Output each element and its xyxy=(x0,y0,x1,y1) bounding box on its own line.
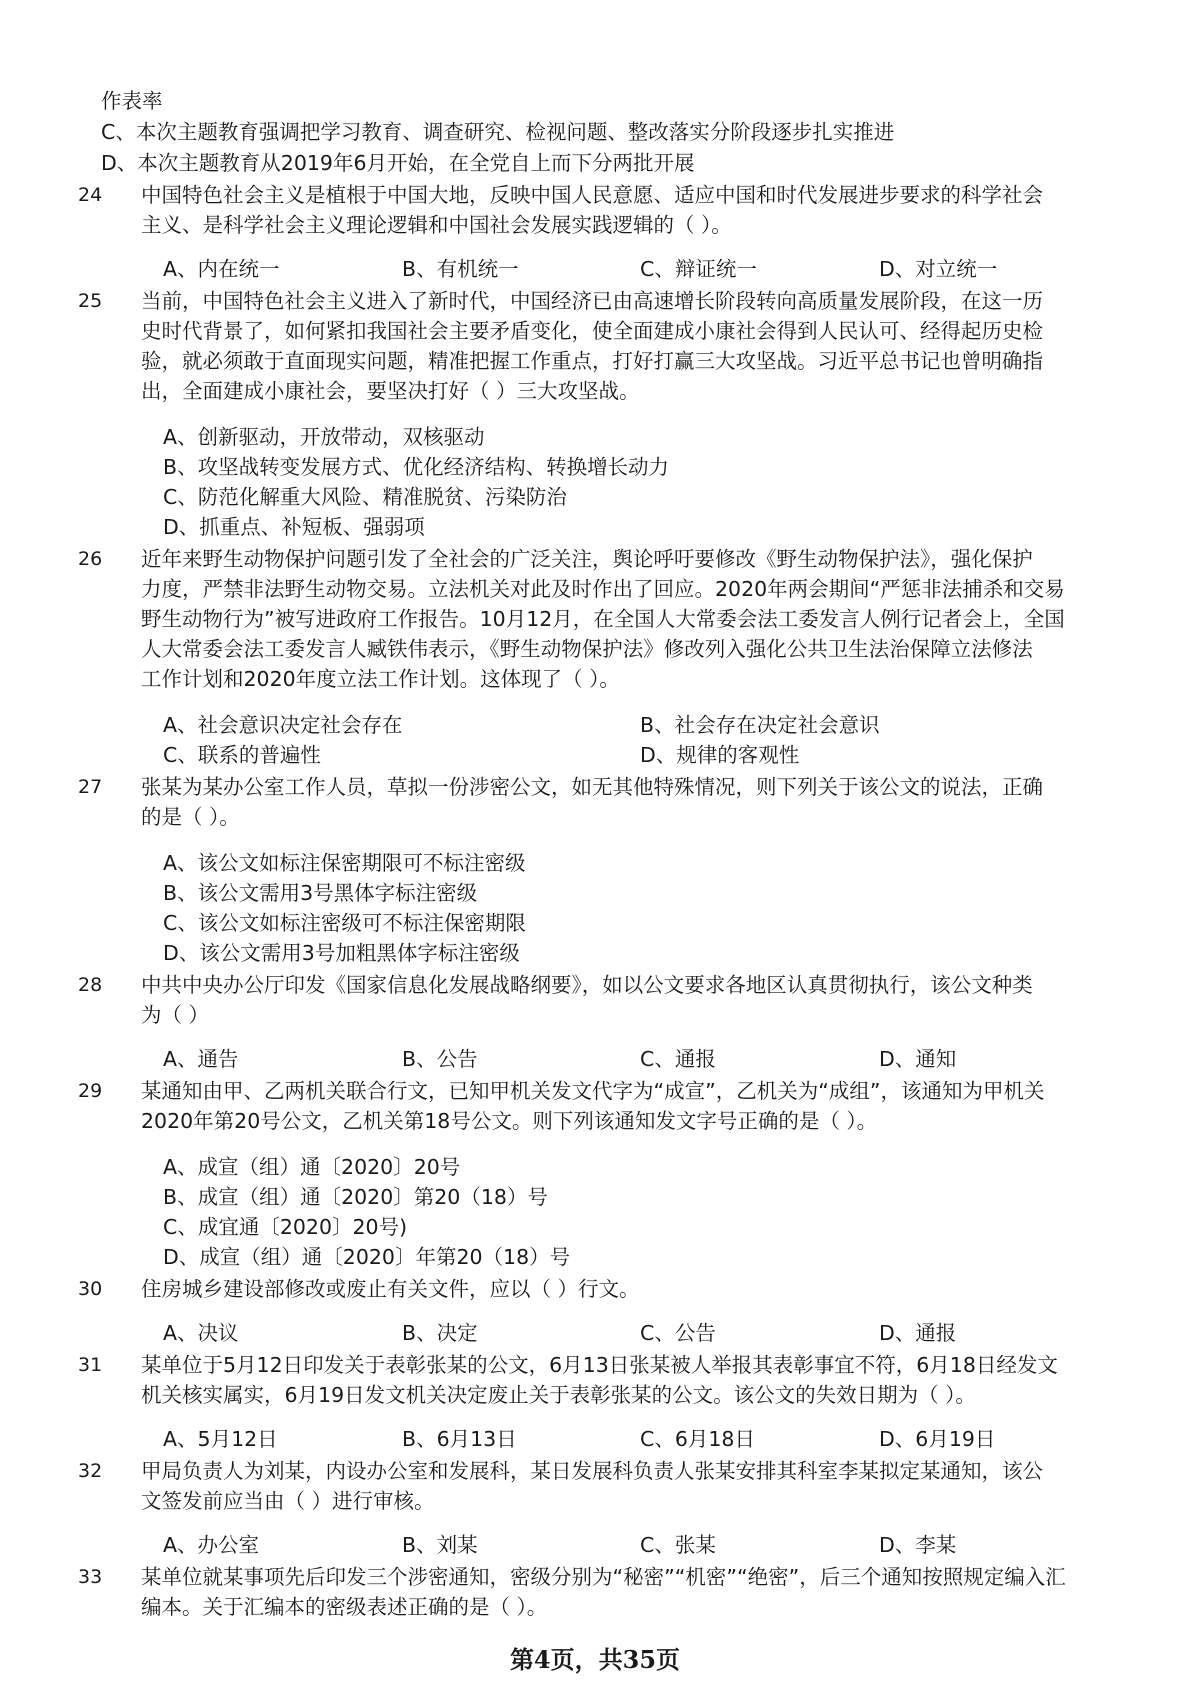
question-text-line: 出，全面建成小康社会，要坚决打好（ ）三大攻坚战。 xyxy=(141,379,640,403)
question-text-line: 住房城乡建设部修改或废止有关文件，应以（ ）行文。 xyxy=(141,1277,640,1301)
option-d: D、李某 xyxy=(879,1533,957,1557)
option-a: A、决议 xyxy=(163,1321,239,1345)
option-c: C、辩证统一 xyxy=(640,257,757,281)
question-number: 26 xyxy=(78,548,103,570)
option-a: A、办公室 xyxy=(163,1533,260,1557)
question-text-line: 力度，严禁非法野生动物交易。立法机关对此及时作出了回应。2020年两会期间“严惩非法捕杀和交易 xyxy=(141,577,1065,601)
option-a: A、5月12日 xyxy=(163,1427,278,1451)
option-c: C、防范化解重大风险、精准脱贫、污染防治 xyxy=(163,485,567,509)
option-a: A、该公文如标注保密期限可不标注密级 xyxy=(163,851,526,875)
question-number: 28 xyxy=(78,974,103,996)
question-text-line: 甲局负责人为刘某，内设办公室和发展科，某日发展科负责人张某安排其科室李某拟定某通知，该公 xyxy=(141,1459,1043,1483)
option-c: C、6月18日 xyxy=(640,1427,755,1451)
option-b: B、该公文需用3号黑体字标注密级 xyxy=(163,881,478,905)
question-number: 33 xyxy=(78,1566,103,1588)
option-a: A、通告 xyxy=(163,1047,239,1071)
option-c: C、该公文如标注密级可不标注保密期限 xyxy=(163,911,526,935)
question-text-line: 某单位就某事项先后印发三个涉密通知，密级分别为“秘密”“机密”“绝密”，后三个通知按照规定编入汇 xyxy=(141,1565,1066,1589)
option-d: D、通知 xyxy=(879,1047,957,1071)
question-number: 30 xyxy=(78,1278,103,1300)
option-a: A、内在统一 xyxy=(163,257,280,281)
question-text-line: 验，就必须敢于直面现实问题，精准把握工作重点，打好打赢三大攻坚战。习近平总书记也曾明确指 xyxy=(141,349,1043,373)
question-text-line: 编本。关于汇编本的密级表述正确的是（ ）。 xyxy=(141,1595,548,1619)
question-text-line: 某通知由甲、乙两机关联合行文，已知甲机关发文代字为“成宣”，乙机关为“成组”，该通知为甲机关 xyxy=(141,1079,1045,1103)
question-number: 31 xyxy=(78,1354,103,1376)
option-d: D、通报 xyxy=(879,1321,957,1345)
option-d: D、该公文需用3号加粗黑体字标注密级 xyxy=(163,941,520,965)
page-footer: 第4页，共35页 xyxy=(509,1645,681,1674)
question-number: 29 xyxy=(78,1080,103,1102)
option-c: C、成宜通〔2020〕20号) xyxy=(163,1215,408,1239)
option-a: A、创新驱动，开放带动，双核驱动 xyxy=(163,425,485,449)
option-b: B、刘某 xyxy=(402,1533,478,1557)
option-a: A、社会意识决定社会存在 xyxy=(163,713,403,737)
option-c: C、联系的普遍性 xyxy=(163,743,321,767)
prev-question-tail: 作表率 xyxy=(101,89,163,113)
option-b: B、有机统一 xyxy=(402,257,519,281)
option-a: A、成宣（组）通〔2020〕20号 xyxy=(163,1155,461,1179)
option-b: B、决定 xyxy=(402,1321,478,1345)
option-d: D、成宣（组）通〔2020〕年第20（18）号 xyxy=(163,1245,571,1269)
option-b: B、成宣（组）通〔2020〕第20（18）号 xyxy=(163,1185,548,1209)
option-b: B、社会存在决定社会意识 xyxy=(640,713,880,737)
question-text-line: 近年来野生动物保护问题引发了全社会的广泛关注，舆论呼吁要修改《野生动物保护法》，强化保护 xyxy=(141,547,1033,571)
question-text-line: 主义、是科学社会主义理论逻辑和中国社会发展实践逻辑的（ ）。 xyxy=(141,213,732,237)
question-text-line: 机关核实属实，6月19日发文机关决定废止关于表彰张某的公文。该公文的失效日期为（ ）。 xyxy=(141,1383,976,1407)
question-text-line: 的是（ ）。 xyxy=(141,805,240,829)
prev-option-d: D、本次主题教育从2019年6月开始，在全党自上而下分两批开展 xyxy=(101,151,695,175)
option-c: C、张某 xyxy=(640,1533,716,1557)
question-number: 27 xyxy=(78,776,103,798)
option-d: D、6月19日 xyxy=(879,1427,996,1451)
prev-option-c: C、本次主题教育强调把学习教育、调查研究、检视问题、整改落实分阶段逐步扎实推进 xyxy=(101,120,895,144)
question-text-line: 工作计划和2020年度立法工作计划。这体现了（ ）。 xyxy=(141,667,620,691)
option-c: C、公告 xyxy=(640,1321,716,1345)
option-d: D、抓重点、补短板、强弱项 xyxy=(163,515,425,539)
question-text-line: 中国特色社会主义是植根于中国大地，反映中国人民意愿、适应中国和时代发展进步要求的科学社会 xyxy=(141,183,1043,207)
question-text-line: 史时代背景了，如何紧扣我国社会主要矛盾变化，使全面建成小康社会得到人民认可、经得起历史检 xyxy=(141,319,1043,343)
question-text-line: 野生动物行为”被写进政府工作报告。10月12月，在全国人大常委会法工委发言人例行记者会上，全国 xyxy=(141,607,1065,631)
question-text-line: 张某为某办公室工作人员，草拟一份涉密公文，如无其他特殊情况，则下列关于该公文的说法，正确 xyxy=(141,775,1043,799)
option-b: B、6月13日 xyxy=(402,1427,517,1451)
question-text-line: 当前，中国特色社会主义进入了新时代，中国经济已由高速增长阶段转向高质量发展阶段，在这一历 xyxy=(141,289,1043,313)
option-d: D、规律的客观性 xyxy=(640,743,800,767)
question-text-line: 中共中央办公厅印发《国家信息化发展战略纲要》，如以公文要求各地区认真贯彻执行，该公文种类 xyxy=(141,973,1033,997)
option-b: B、攻坚战转变发展方式、优化经济结构、转换增长动力 xyxy=(163,455,670,479)
question-number: 24 xyxy=(78,184,103,206)
question-text-line: 人大常委会法工委发言人臧铁伟表示，《野生动物保护法》修改列入强化公共卫生法治保障立法修法 xyxy=(141,637,1033,661)
option-d: D、对立统一 xyxy=(879,257,998,281)
question-text-line: 某单位于5月12日印发关于表彰张某的公文，6月13日张某被人举报其表彰事宜不符，6月18日经发文 xyxy=(141,1353,1058,1377)
question-text-line: 2020年第20号公文，乙机关第18号公文。则下列该通知发文字号正确的是（ ）。 xyxy=(141,1109,878,1133)
option-b: B、公告 xyxy=(402,1047,478,1071)
question-number: 25 xyxy=(78,290,103,312)
option-c: C、通报 xyxy=(640,1047,716,1071)
question-number: 32 xyxy=(78,1460,103,1482)
question-text-line: 文签发前应当由（ ）进行审核。 xyxy=(141,1489,435,1513)
question-text-line: 为（ ） xyxy=(141,1003,210,1027)
